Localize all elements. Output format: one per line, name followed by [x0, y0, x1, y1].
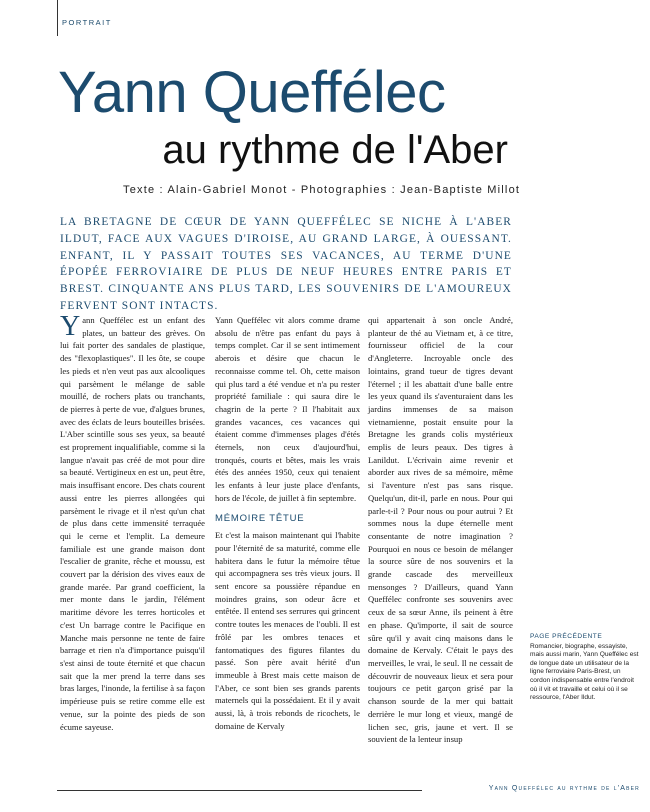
body-paragraph: [60, 311, 205, 733]
body-paragraph: Et c'est la maison maintenant qui l'habite pour l'éternité de sa maturité, comme elle habitera dans le futur la mémoire têtue qui accompagnera ses très vieux jours. Il sent encore sa poussière répandue en moindres grains, son odeur âcre et entêtée. Il entend ses serrures qui grincent contre toutes les menaces de l'oubli. Il est frôlé par les ombres tenaces et fantomatiques des figures filantes du passé. Son père avait hérité d'un immeuble à Brest mais cette maison de l'Aber, ce sont bien ses grands parents maternels qui la possédaient. Et il y avait aussi, là, à trois rebonds de ricochets, le domaine de Kervaly: [215, 530, 360, 731]
photo-caption: [530, 633, 640, 703]
header-rule: [57, 0, 58, 36]
body-column-2: [215, 314, 360, 733]
caption-title: PAGE PRÉCÉDENTE: [530, 633, 603, 640]
article-title: Yann Queffélec: [58, 60, 446, 125]
section-subhead: MÉMOIRE TÊTUE: [215, 512, 305, 524]
article-credits: Texte : Alain-Gabriel Monot - Photographies : Jean-Baptiste Millot: [123, 184, 521, 196]
drop-cap: Y: [60, 311, 81, 342]
section-label: PORTRAIT: [62, 18, 112, 27]
body-column-3: [368, 314, 513, 746]
lead-paragraph: LA BRETAGNE DE CŒUR DE YANN QUEFFÉLEC SE NICHE À L'ABER ILDUT, FACE AUX VAGUES D'IROISE, AU GRAND LARGE, À OUESSANT. ENFANT, IL Y PASSAIT TOUTES SES VACANCES, AU TERME D'UNE ÉPOPÉE FERROVIAIRE DE PLUS DE NEUF HEURES ENTRE PARIS ET BREST. CINQUANTE ANS PLUS TARD, LES SOUVENIRS DE L'AMOUREUX FERVENT SONT INTACTS.: [60, 216, 512, 312]
article-subtitle: au rythme de l'Aber: [162, 128, 508, 172]
body-paragraph: Yann Queffélec vit alors comme drame absolu de n'être pas enfant du pays à temps complet. Car il se sent intimement aberois et désire que chacun le reconnaisse comme tel. Oh, cette maison qui plus tard a été vendue et n'a pu rester propriété familiale : qui saura dire le chagrin de la perte ? Il l'habitait aux grandes vacances, ces vacances qui étaient comme d'immenses plages d'étés éternels, non ceux d'aujourd'hui, tronqués, courts et bêtes, mais les vrais étés des années 1950, ceux qui tenaient les enfants à leur juste place d'enfants, hors de l'école, de juillet à fin septembre.: [215, 315, 360, 503]
body-text: ann Queffélec est un enfant des plates, un batteur des grèves. On lui fait porter des sandales de plastique, des "flexoplastiques". Il les ôte, se coupe les pieds et n'en veut pas aux alcooliques qui parsèment le mélange de sable mouillé, de rochers plats ou tranchants, de pierres à perte de vue, d'algues brunes, avec des éclats de leurs bouteilles brisées. L'Aber scintille sous ses yeux, sa beauté est proprement inqualifiable, comme si la langue n'avait pas créé de mot pour dire sa beauté. Vertigineux en est un, peut être, mais insuffisant encore. Des chats courent aussi entre les pierres allongées qui parsèment le rivage et il n'est qu'un chat de plus dans cette immensité terraquée qui le cerne et l'emplit. La demeure familiale est une grande maison dont l'escalier de granite, rêche et moussu, est couvert par la dérision des vives eaux de grande marée. Par grand coefficient, la mer monte dans le jardin, l'élément maritime dévore les terres horticoles et c'est Un barrage contre le Pacifique en Manche mais personne ne tente de faire barrage et rien n'a d'importance puisqu'il s'est ainsi de toute éternité et que chacun sait que la mer prend la terre dans ses bras larges, l'inonde, la fertilise à sa façon impérieuse puis se retire comme elle est venue, sur la pointe des pieds de son écume sayeuse.: [60, 315, 205, 732]
body-paragraph: qui appartenait à son oncle André, planteur de thé au Vietnam et, à ce titre, fournisseur officiel de la cour d'Angleterre. Incroyable oncle des lointains, grand tueur de tigres devant l'éternel ; il les abattait d'une balle entre les yeux quand ils s'aventuraient dans les jardins immenses de sa maison vietnamienne, postait ensuite pour la Bretagne les grands colis mystérieux emplis de leurs peaux. Des tigres à Lanildut. L'écrivain aime revenir et aborder aux rives de sa mémoire, même si l'aventure n'est pas sans risque. Quelqu'un, dit-il, parle en nous. Pour qui parle-t-il ? Pour nous ou pour autrui ? Et sommes nous la dupe éternelle ment consentante de notre imagination ? Pourquoi en nous ce besoin de mélanger la source sûre de nos souvenirs et la grande cascade des merveilleux mensonges ? D'ailleurs, quand Yann Queffélec confronte ses souvenirs avec ceux de sa sœur Anne, ils peinent à être en phase. Qu'importe, il sait de source sûre qu'il y avait cinq maisons dans le domaine de Kervaly. C'était le pays des merveilles, le vrai, le seul. Il ne cessait de découvrir de nouveaux lieux et sera pour toujours ce petit garçon grisé par la chanson sourde de la mer qui battait derrière le mur long et vieux, mangé de lichen sec, gris, jaune et vert. Il se souvient de la lenteur insup: [368, 315, 513, 745]
footer-rule: [57, 790, 422, 791]
running-footer: Yann Queffélec au rythme de l'Aber: [488, 785, 640, 792]
caption-text: Romancier, biographe, essayiste, mais aussi marin, Yann Queffélec est de longue date un utilisateur de la ligne ferroviaire Paris-Brest, un cordon indispensable entre l'endroit où il vit et travaille et celui où il se ressource, l'Aber Ildut.: [530, 642, 639, 702]
body-column-1: [60, 311, 205, 733]
